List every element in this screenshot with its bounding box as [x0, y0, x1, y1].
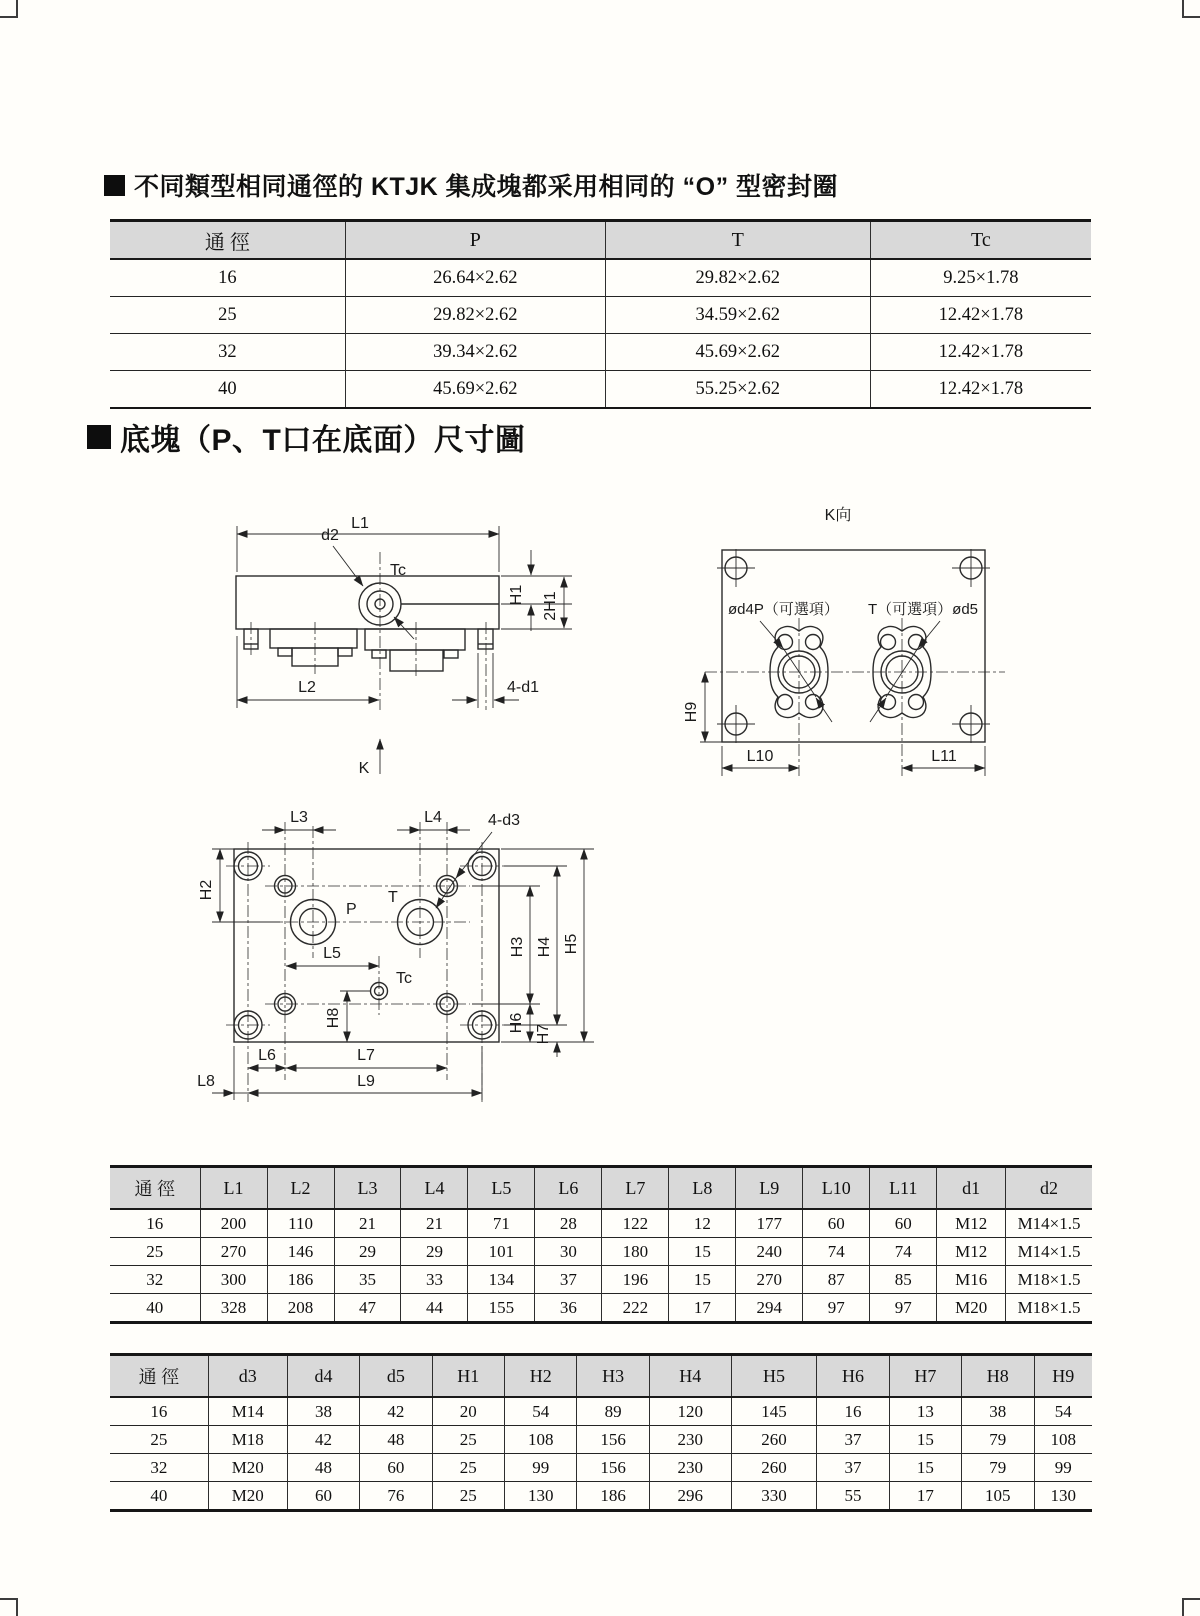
table-cell: 32 [110, 1454, 208, 1482]
table-cell: 29.82×2.62 [345, 297, 605, 334]
dim-label-h1: H1 [508, 584, 525, 606]
table-row [110, 1482, 1092, 1511]
table-row [110, 1294, 1092, 1323]
oring-table-wrap [110, 219, 1091, 409]
table-cell: 101 [468, 1238, 535, 1266]
table-cell: 29 [401, 1238, 468, 1266]
table-cell: 60 [360, 1454, 432, 1482]
dim-label-l7: L7 [357, 1047, 375, 1064]
column-header: T [605, 221, 870, 260]
table-cell: 120 [649, 1397, 731, 1426]
dim-label-h3: H3 [509, 936, 526, 958]
dim-label-2h1: 2H1 [542, 591, 559, 621]
table-cell: 76 [360, 1482, 432, 1511]
flange-label-t: T（可選項）ød5 [868, 601, 979, 618]
table-cell: 16 [110, 259, 345, 297]
view-arrow-label-k: K [358, 760, 370, 777]
table-cell: M16 [937, 1266, 1006, 1294]
crop-mark-top-right [1182, 0, 1200, 18]
table-cell: 25 [432, 1454, 504, 1482]
table-cell: 37 [817, 1426, 889, 1454]
table-cell: 38 [962, 1397, 1034, 1426]
table-cell: 300 [200, 1266, 267, 1294]
table-cell: 45.69×2.62 [605, 334, 870, 371]
table-cell: 15 [889, 1426, 961, 1454]
height-dim-table-wrap [110, 1353, 1092, 1512]
table-cell: 240 [736, 1238, 803, 1266]
table-cell: M12 [937, 1209, 1006, 1238]
table-cell: 270 [736, 1266, 803, 1294]
table-row [110, 334, 1091, 371]
table-cell: 71 [468, 1209, 535, 1238]
table-cell: 42 [360, 1397, 432, 1426]
table-cell: 60 [870, 1209, 937, 1238]
dim-label-l6: L6 [258, 1047, 276, 1064]
column-header: L5 [468, 1167, 535, 1210]
table-row [110, 297, 1091, 334]
table-cell: 25 [432, 1426, 504, 1454]
column-header: 通 徑 [110, 221, 345, 260]
table-cell: 230 [649, 1426, 731, 1454]
table-row [110, 1426, 1092, 1454]
bottom-plate [234, 849, 499, 1042]
oring-size-table [110, 219, 1091, 409]
table-cell: 30 [535, 1238, 602, 1266]
table-cell: 196 [602, 1266, 669, 1294]
table-cell: 17 [889, 1482, 961, 1511]
column-header: d5 [360, 1355, 432, 1398]
bottom-view-diagram [150, 780, 640, 1116]
square-bullet-icon [87, 425, 111, 449]
length-dim-table-wrap [110, 1165, 1092, 1324]
kview-hole-crosses [717, 549, 990, 743]
table-cell: 110 [267, 1209, 334, 1238]
column-header: H7 [889, 1355, 961, 1398]
kview-dimensions [705, 621, 985, 768]
table-cell: 177 [736, 1209, 803, 1238]
table-cell: 29 [334, 1238, 401, 1266]
table-cell: M20 [937, 1294, 1006, 1323]
table-cell: 25 [110, 1426, 208, 1454]
table-cell: 186 [577, 1482, 649, 1511]
table-cell: 37 [817, 1454, 889, 1482]
table-cell: 296 [649, 1482, 731, 1511]
table-cell: 20 [432, 1397, 504, 1426]
dim-label-l8: L8 [197, 1073, 215, 1090]
table-cell: 29.82×2.62 [605, 259, 870, 297]
table-cell: 89 [577, 1397, 649, 1426]
table-cell: 60 [287, 1482, 359, 1511]
column-header: 通 徑 [110, 1167, 200, 1210]
dim-label-l4: L4 [424, 809, 442, 826]
column-header: L7 [602, 1167, 669, 1210]
table-cell: 16 [817, 1397, 889, 1426]
table-cell: 146 [267, 1238, 334, 1266]
column-header: Tc [870, 221, 1091, 260]
dim-label-h5: H5 [563, 933, 580, 955]
table-cell: 186 [267, 1266, 334, 1294]
table-cell: 122 [602, 1209, 669, 1238]
column-header: d2 [1006, 1167, 1092, 1210]
table-row [110, 1209, 1092, 1238]
flange-label-p: ød4P（可選項） [728, 601, 839, 618]
column-header: H3 [577, 1355, 649, 1398]
table-cell: 79 [962, 1426, 1034, 1454]
table-cell: 21 [401, 1209, 468, 1238]
table-cell: 208 [267, 1294, 334, 1323]
column-header: H9 [1034, 1355, 1092, 1398]
height-dimension-table [110, 1353, 1092, 1512]
column-header: H8 [962, 1355, 1034, 1398]
table-cell: 42 [287, 1426, 359, 1454]
table-cell: 26.64×2.62 [345, 259, 605, 297]
table-cell: 35 [334, 1266, 401, 1294]
table-cell: 36 [535, 1294, 602, 1323]
dim-label-l9: L9 [357, 1073, 375, 1090]
dim-label-d2: d2 [321, 527, 339, 544]
port-label-tc: Tc [396, 970, 412, 987]
table-cell: 39.34×2.62 [345, 334, 605, 371]
table-cell: 21 [334, 1209, 401, 1238]
table-cell: 44 [401, 1294, 468, 1323]
crop-mark-bottom-left [0, 1598, 18, 1616]
table-cell: 260 [731, 1454, 817, 1482]
column-header: L11 [870, 1167, 937, 1210]
table-cell: 200 [200, 1209, 267, 1238]
table-row [110, 371, 1091, 409]
section-heading-dims [87, 415, 525, 459]
front-view-diagram [180, 478, 610, 790]
dim-label-h8: H8 [325, 1007, 342, 1029]
column-header: d4 [287, 1355, 359, 1398]
table-cell: 134 [468, 1266, 535, 1294]
column-header: d3 [208, 1355, 287, 1398]
table-cell: 97 [803, 1294, 870, 1323]
table-cell: 85 [870, 1266, 937, 1294]
section-heading-seal [104, 167, 838, 203]
table-cell: 12.42×1.78 [870, 334, 1091, 371]
dim-label-l2: L2 [298, 679, 316, 696]
table-cell: 230 [649, 1454, 731, 1482]
table-row [110, 1238, 1092, 1266]
column-header: P [345, 221, 605, 260]
table-cell: 156 [577, 1454, 649, 1482]
table-cell: 16 [110, 1397, 208, 1426]
table-cell: 130 [505, 1482, 577, 1511]
table-cell: 145 [731, 1397, 817, 1426]
table-cell: 108 [505, 1426, 577, 1454]
table-cell: 48 [287, 1454, 359, 1482]
table-cell: 40 [110, 371, 345, 409]
column-header: L4 [401, 1167, 468, 1210]
kview-plate [722, 550, 985, 742]
view-title-k: K向 [824, 507, 852, 524]
column-header: L1 [200, 1167, 267, 1210]
table-cell: 37 [535, 1266, 602, 1294]
table-cell: 33 [401, 1266, 468, 1294]
dim-label-h4: H4 [536, 936, 553, 958]
table-cell: 25 [432, 1482, 504, 1511]
table-cell: 55.25×2.62 [605, 371, 870, 409]
table-cell: 9.25×1.78 [870, 259, 1091, 297]
section-heading-seal-text: 不同類型相同通徑的 KTJK 集成塊都采用相同的 “O” 型密封圈 [134, 173, 839, 201]
table-cell: 330 [731, 1482, 817, 1511]
table-cell: 87 [803, 1266, 870, 1294]
table-cell: 270 [200, 1238, 267, 1266]
table-cell: 60 [803, 1209, 870, 1238]
port-label-p: P [346, 901, 357, 918]
column-header: 通 徑 [110, 1355, 208, 1398]
table-cell: M18 [208, 1426, 287, 1454]
column-header: H1 [432, 1355, 504, 1398]
table-cell: 108 [1034, 1426, 1092, 1454]
column-header: L3 [334, 1167, 401, 1210]
table-cell: 12.42×1.78 [870, 297, 1091, 334]
table-cell: 294 [736, 1294, 803, 1323]
table-cell: 25 [110, 1238, 200, 1266]
length-dimension-table [110, 1165, 1092, 1324]
table-cell: 328 [200, 1294, 267, 1323]
table-cell: 74 [803, 1238, 870, 1266]
section-heading-dims-text: 底塊（P、T口在底面）尺寸圖 [120, 424, 526, 457]
table-cell: M20 [208, 1454, 287, 1482]
table-cell: 130 [1034, 1482, 1092, 1511]
column-header: L9 [736, 1167, 803, 1210]
table-cell: 48 [360, 1426, 432, 1454]
column-header: H5 [731, 1355, 817, 1398]
crop-mark-bottom-right [1182, 1598, 1200, 1616]
table-cell: 54 [1034, 1397, 1092, 1426]
dim-label-4d1: 4-d1 [506, 679, 540, 696]
table-cell: 32 [110, 334, 345, 371]
table-cell: 180 [602, 1238, 669, 1266]
table-cell: 17 [669, 1294, 736, 1323]
dim-label-h9: H9 [683, 701, 700, 723]
table-cell: 28 [535, 1209, 602, 1238]
table-cell: M18×1.5 [1006, 1294, 1092, 1323]
table-cell: 99 [505, 1454, 577, 1482]
column-header: H6 [817, 1355, 889, 1398]
table-row [110, 1266, 1092, 1294]
table-header-row [110, 221, 1091, 260]
table-cell: M14 [208, 1397, 287, 1426]
table-cell: 105 [962, 1482, 1034, 1511]
table-cell: M18×1.5 [1006, 1266, 1092, 1294]
table-cell: 55 [817, 1482, 889, 1511]
table-cell: 99 [1034, 1454, 1092, 1482]
port-label-t: T [388, 889, 398, 906]
table-cell: 15 [669, 1238, 736, 1266]
table-cell: 12 [669, 1209, 736, 1238]
dim-label-l5: L5 [323, 945, 341, 962]
column-header: L2 [267, 1167, 334, 1210]
block-outline [236, 576, 499, 671]
table-cell: 13 [889, 1397, 961, 1426]
dim-label-4d3: 4-d3 [487, 812, 521, 829]
column-header: L10 [803, 1167, 870, 1210]
table-cell: 40 [110, 1482, 208, 1511]
dim-label-h7: H7 [535, 1023, 552, 1045]
table-row [110, 1454, 1092, 1482]
table-cell: 15 [889, 1454, 961, 1482]
table-header-row [110, 1355, 1092, 1398]
column-header: H2 [505, 1355, 577, 1398]
table-cell: M14×1.5 [1006, 1209, 1092, 1238]
column-header: L8 [669, 1167, 736, 1210]
table-cell: 155 [468, 1294, 535, 1323]
table-cell: 45.69×2.62 [345, 371, 605, 409]
table-cell: 47 [334, 1294, 401, 1323]
table-row [110, 1397, 1092, 1426]
dim-label-l11: L11 [931, 748, 957, 765]
table-cell: 15 [669, 1266, 736, 1294]
dim-label-l3: L3 [290, 809, 308, 826]
table-cell: 34.59×2.62 [605, 297, 870, 334]
table-cell: 97 [870, 1294, 937, 1323]
column-header: L6 [535, 1167, 602, 1210]
table-cell: 38 [287, 1397, 359, 1426]
table-cell: M12 [937, 1238, 1006, 1266]
table-cell: 260 [731, 1426, 817, 1454]
k-view-diagram [660, 480, 1100, 785]
table-cell: 40 [110, 1294, 200, 1323]
table-cell: 79 [962, 1454, 1034, 1482]
dim-label-l10: L10 [746, 748, 774, 765]
table-cell: 12.42×1.78 [870, 371, 1091, 409]
dim-label-h6: H6 [508, 1012, 525, 1034]
table-cell: M14×1.5 [1006, 1238, 1092, 1266]
column-header: H4 [649, 1355, 731, 1398]
square-bullet-icon [104, 175, 125, 196]
table-cell: 222 [602, 1294, 669, 1323]
table-row [110, 259, 1091, 297]
table-cell: 16 [110, 1209, 200, 1238]
table-cell: 54 [505, 1397, 577, 1426]
table-cell: 32 [110, 1266, 200, 1294]
column-header: d1 [937, 1167, 1006, 1210]
crop-mark-top-left [0, 0, 18, 18]
dim-label-l1: L1 [351, 515, 369, 532]
table-cell: 25 [110, 297, 345, 334]
table-cell: M20 [208, 1482, 287, 1511]
table-header-row [110, 1167, 1092, 1210]
table-cell: 74 [870, 1238, 937, 1266]
port-label-tc: Tc [390, 562, 406, 579]
table-cell: 156 [577, 1426, 649, 1454]
dim-label-h2: H2 [198, 879, 215, 901]
